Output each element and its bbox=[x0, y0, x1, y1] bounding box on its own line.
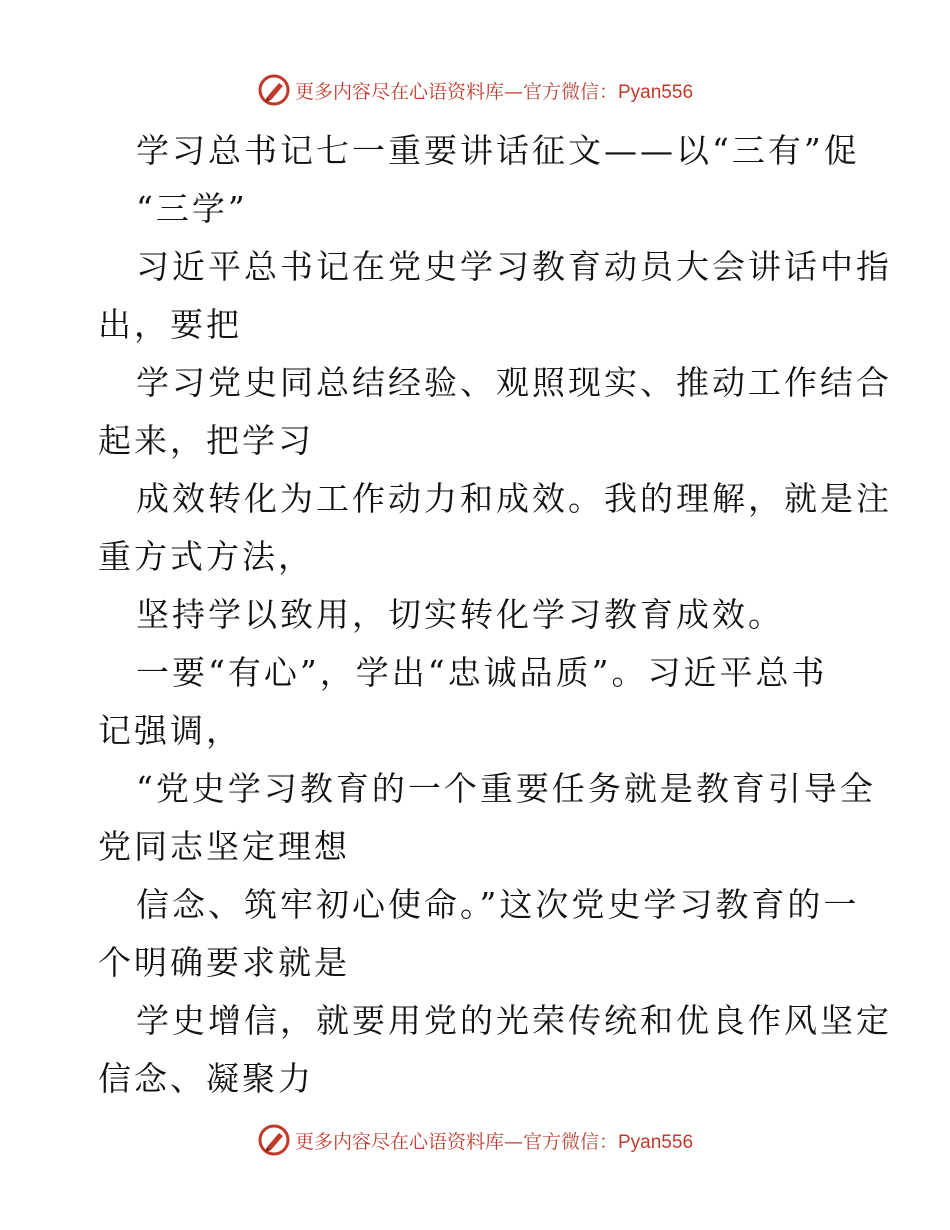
banner-text bbox=[295, 1127, 693, 1154]
body-text-line: “三学” bbox=[136, 189, 248, 228]
body-text-line: 坚持学以致用，切实转化学习教育成效。 bbox=[136, 595, 784, 634]
body-text-line: 个明确要求就是 bbox=[98, 943, 350, 982]
body-text-line: 信念、凝聚力 bbox=[98, 1059, 314, 1098]
body-text-line: 党同志坚定理想 bbox=[98, 827, 350, 866]
banner-text bbox=[295, 77, 693, 104]
body-text-line: 一要“有心”，学出“忠诚品质”。习近平总书 bbox=[136, 653, 828, 692]
banner-label: 官方微信： bbox=[522, 80, 618, 103]
body-text-line: 学习总书记七一重要讲话征文——以“三有”促 bbox=[136, 131, 860, 170]
body-text-line: 起来，把学习 bbox=[98, 421, 314, 460]
body-text-line: 学习党史同总结经验、观照现实、推动工作结合 bbox=[136, 363, 892, 402]
body-text-line: 记强调， bbox=[98, 711, 242, 750]
body-text-line: 学史增信，就要用党的光荣传统和优良作风坚定 bbox=[136, 1001, 892, 1040]
body-text-line: 出，要把 bbox=[98, 305, 242, 344]
body-text-line: 信念、筑牢初心使命。”这次党史学习教育的一 bbox=[136, 885, 860, 924]
body-text-line: “党史学习教育的一个重要任务就是教育引导全 bbox=[136, 769, 876, 808]
banner-separator: — bbox=[503, 80, 523, 103]
banner-wechat-id: Pyan556 bbox=[618, 81, 694, 103]
body-text-line: 习近平总书记在党史学习教育动员大会讲话中指 bbox=[136, 247, 892, 286]
body-text-line: 重方式方法， bbox=[98, 537, 314, 576]
banner-wechat-id: Pyan556 bbox=[618, 1131, 694, 1153]
document-body bbox=[98, 122, 892, 1108]
footer-banner bbox=[0, 1120, 950, 1160]
banner-brand: 更多内容尽在心语资料库 bbox=[294, 1130, 504, 1153]
pen-logo-icon bbox=[257, 1123, 291, 1157]
banner-separator: — bbox=[503, 1130, 523, 1153]
banner-label: 官方微信： bbox=[522, 1130, 618, 1153]
body-text-line: 成效转化为工作动力和成效。我的理解，就是注 bbox=[136, 479, 892, 518]
pen-logo-icon bbox=[257, 73, 291, 107]
header-banner bbox=[0, 70, 950, 110]
banner-brand: 更多内容尽在心语资料库 bbox=[294, 80, 504, 103]
